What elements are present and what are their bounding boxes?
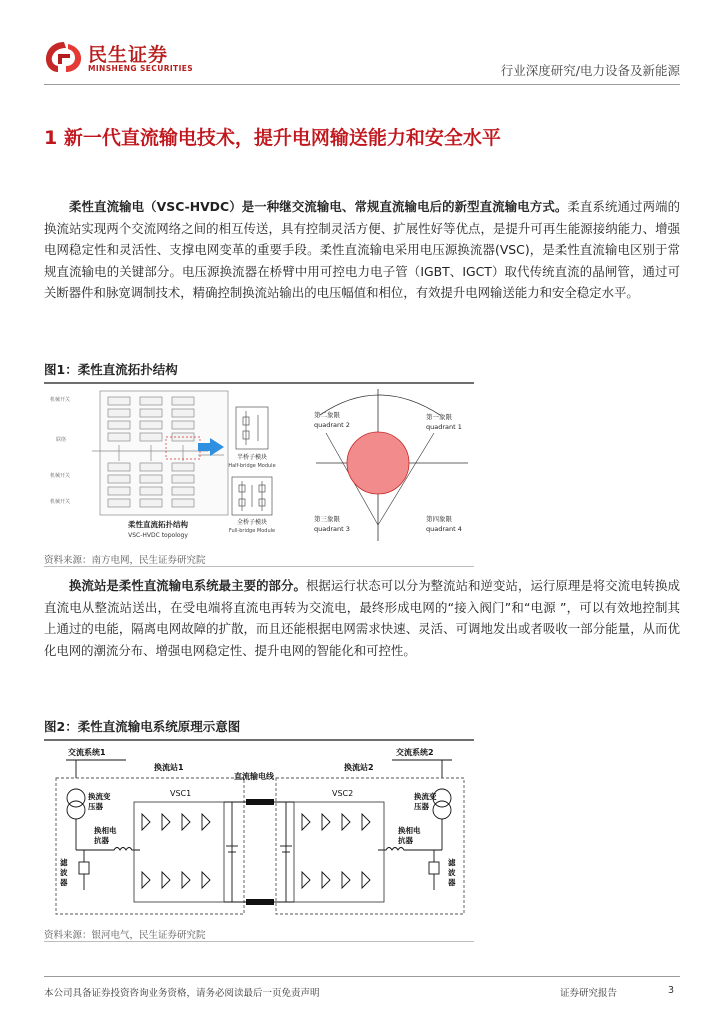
full-bridge-module [232, 477, 272, 515]
report-category: 行业深度研究/电力设备及新能源 [500, 63, 680, 78]
quadrant4-label-en: quadrant 4 [426, 525, 462, 533]
dc-line-segments [246, 799, 274, 905]
topology-left-label-1: 机械开关 [50, 397, 71, 403]
ac-system1-label: 交流系统1 [68, 748, 106, 757]
half-bridge-label-cn: 半桥子模块 [236, 454, 268, 461]
filter1-label: 滤波器 [60, 858, 68, 887]
paragraph2-body: 根据运行状态可以分为整流站和逆变站，运行原理是将交流电转换成直流电从整流站送出，在受电端将直流电再转为交流电，最终形成电网的“接入阀门”和“电源 ”，可以有效地控制其上通过的电能，隔离电网故障的扩散，而且还能根据电网需求快速、灵活、可调地发出或者吸收一部分能量，从而优化电网的潮流分布、增强电网稳定性、提升电网的智能化和可控性。 [44, 578, 681, 658]
quadrant3-label-en: quadrant 3 [314, 525, 350, 533]
reactor2-label: 换相电抗器 [398, 826, 421, 845]
quadrant2-label-en: quadrant 2 [314, 421, 350, 429]
footer-divider [44, 976, 680, 977]
figure1-source: 资料来源：南方电网，民生证券研究院 [44, 555, 206, 566]
page-number: 3 [668, 985, 675, 996]
figure2-source: 资料来源：银河电气，民生证券研究院 [44, 930, 206, 941]
topology-side-labels [50, 396, 70, 505]
figure2-title: 图2：柔性直流输电系统原理示意图 [44, 717, 474, 741]
transformer2-label: 换流变压器 [414, 792, 437, 811]
full-bridge-label-en: Full-bridge Module [228, 528, 276, 534]
paragraph-converter-station [44, 575, 680, 661]
vsc1-label: VSC1 [170, 789, 192, 798]
paragraph-body: 柔直系统通过两端的换流站实现两个交流网络之间的相互传送，具有控制灵活方便、扩展性好等优点，是提升可再生能源接纳能力、增强电网稳定性和灵活性、支撑电网变革的重要手段。柔性直流输电采用电压源换流器(VSC)，是柔性直流输电区别于常规直流输电的关键部分。电压源换流器在桥臂中用可控电力电子管（IGBT、IGCT）取代传统直流的晶闸管，通过可关断器件和脉宽调制技术，精确控制换流站输出的电压幅值和相位，有效提升电网输送能力和安全稳定水平。 [44, 199, 681, 301]
reactor1-label: 换相电抗器 [94, 826, 117, 845]
paragraph-lead: 柔性直流输电（VSC-HVDC）是一种继交流输电、常规直流输电后的新型直流输电方式。 [69, 199, 568, 214]
quadrant2-label-cn: 第二象限 [314, 411, 340, 419]
logo-text-cn: 民生证券 [88, 44, 169, 66]
topology-label-cn: 柔性直流拓扑结构 [128, 520, 188, 529]
footer-report-type: 证券研究报告 [560, 988, 618, 999]
topology-label-en: VSC-HVDC topology [128, 532, 188, 539]
topology-left-label-3: 机械开关 [50, 473, 71, 479]
half-bridge-module [236, 407, 268, 449]
transformer1-label: 换流变压器 [88, 792, 111, 811]
filter2-label: 滤波器 [448, 858, 456, 887]
paragraph2-lead: 换流站是柔性直流输电系统最主要的部分。 [69, 578, 306, 593]
topology-left-label-2: 联络 [56, 437, 67, 443]
vsc2-label: VSC2 [332, 789, 354, 798]
quadrant1-label-cn: 第一象限 [426, 413, 452, 421]
topology-grid [92, 391, 228, 515]
full-bridge-label-cn: 全桥子模块 [236, 519, 268, 526]
figure2-bottom-rule [44, 941, 474, 942]
header-divider [44, 84, 680, 85]
ac-system2-label: 交流系统2 [396, 748, 434, 757]
dc-line-label: 直流输电线 [234, 772, 274, 781]
figure2-system-diagram [44, 740, 474, 922]
footer-disclaimer: 本公司具备证券投资咨询业务资格，请务必阅读最后一页免责声明 [44, 988, 320, 999]
station1-label: 换流站1 [154, 763, 184, 772]
section-title: 1 新一代直流输电技术，提升电网输送能力和安全水平 [44, 127, 501, 149]
paragraph-vsc-hvdc [44, 196, 680, 304]
logo-text-en: MINSHENG SECURITIES [88, 64, 194, 73]
quadrant3-label-cn: 第三象限 [314, 515, 340, 523]
capability-circle [347, 432, 409, 494]
figure1-topology-diagram [48, 385, 474, 547]
topology-left-label-4: 机械开关 [50, 499, 71, 505]
quadrant1-label-en: quadrant 1 [426, 423, 462, 431]
minsheng-logo-icon [44, 40, 84, 74]
station2-label: 换流站2 [344, 763, 374, 772]
figure1-title: 图1：柔性直流拓扑结构 [44, 360, 474, 384]
half-bridge-label-en: Half-bridge Module [228, 463, 276, 469]
quadrant4-label-cn: 第四象限 [426, 515, 452, 523]
figure1-bottom-rule [44, 566, 474, 567]
